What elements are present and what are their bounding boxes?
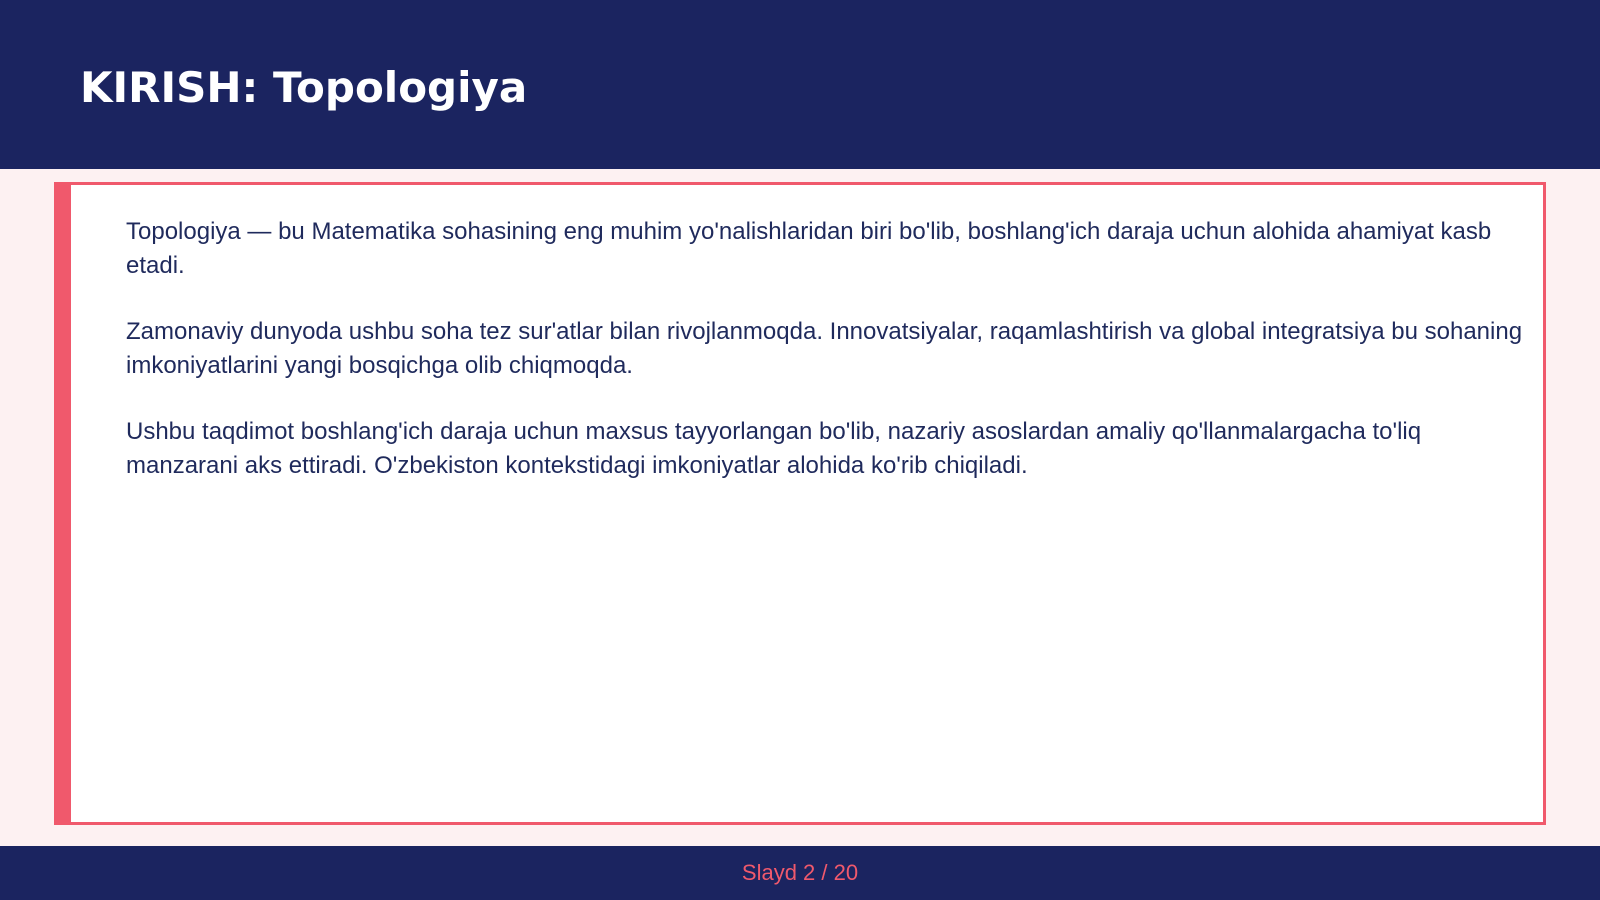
- content-card: [54, 182, 1546, 825]
- content-paragraph-2: Zamonaviy dunyoda ushbu soha tez sur'atlar bilan rivojlanmoqda. Innovatsiyalar, raqamlashtirish va global integratsiya bu sohaning imkoniyatlarini yangi bosqichga olib chiqmoqda.: [126, 318, 1523, 379]
- slide-title: KIRISH: Topologiya: [80, 63, 528, 112]
- content-paragraph-3: Ushbu taqdimot boshlang'ich daraja uchun maxsus tayyorlangan bo'lib, nazariy asoslardan amaliy qo'llanmalargacha to'liq manzarani aks ettiradi. O'zbekiston kontekstidagi imkoniyatlar alohida ko'rib chiqiladi.: [126, 418, 1422, 479]
- slide-counter: Slayd 2 / 20: [741, 860, 859, 885]
- slide-footer: [0, 846, 1600, 900]
- slide-header: [0, 0, 1600, 169]
- content-paragraph-1: Topologiya — bu Matematika sohasining eng muhim yo'nalishlaridan biri bo'lib, boshlang'ich daraja uchun alohida ahamiyat kasb etadi.: [126, 218, 1492, 279]
- content-body: [126, 215, 1531, 515]
